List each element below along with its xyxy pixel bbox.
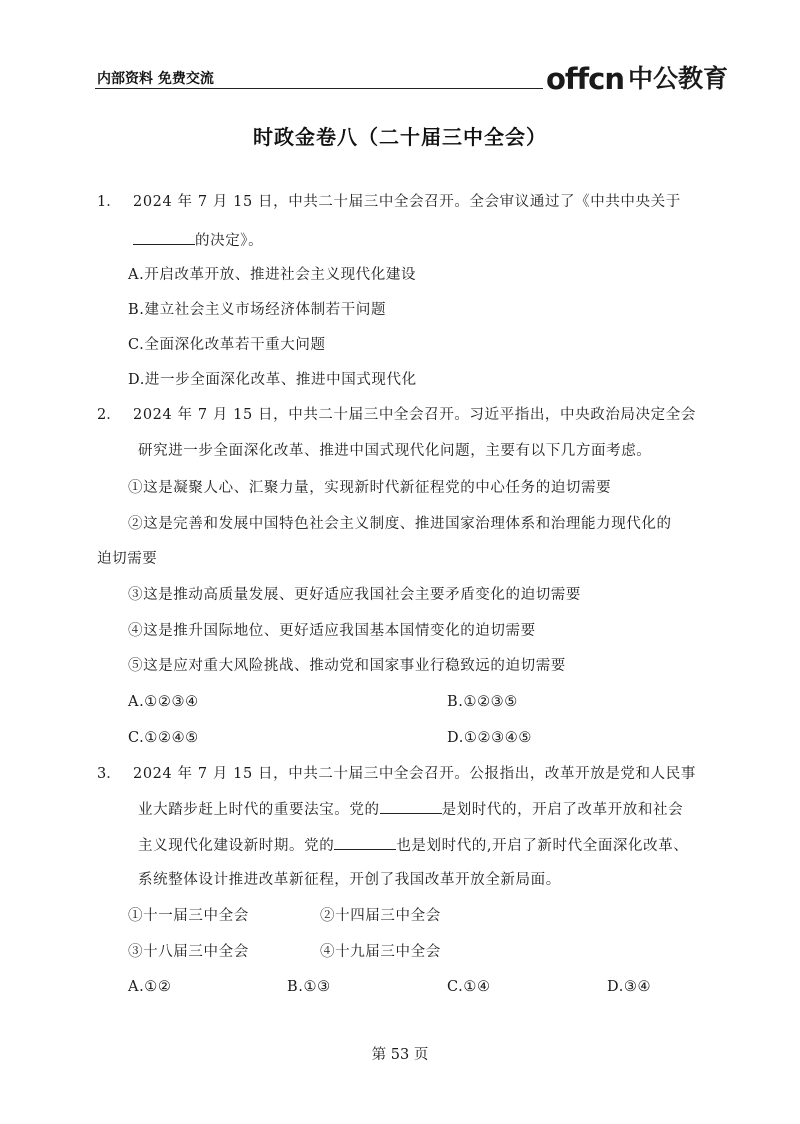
q2-option-d: D.①②③④⑤: [447, 730, 532, 746]
q2-option-c: C.①②④⑤: [128, 730, 199, 746]
q1-option-a: A.开启改革开放、推进社会主义现代化建设: [128, 267, 417, 283]
q3-option-b: B.①③: [287, 979, 331, 995]
q1-option-b: B.建立社会主义市场经济体制若干问题: [128, 302, 387, 318]
q2-option-a: A.①②③④: [128, 694, 199, 710]
q1-option-d: D.进一步全面深化改革、推进中国式现代化: [128, 372, 417, 388]
fill-blank: [380, 799, 442, 814]
q3-item-3: ③十八届三中全会: [128, 944, 249, 960]
question-3-line2: [138, 799, 683, 820]
q2-item-2-cont: 迫切需要: [97, 551, 158, 567]
q3-item-4: ④十九届三中全会: [320, 944, 441, 960]
q3-item-1: ①十一届三中全会: [128, 908, 249, 924]
q3-option-d: D.③④: [607, 979, 652, 995]
question-3-line2-a: 业大踏步赶上时代的重要法宝。党的: [138, 802, 380, 818]
fill-blank: [133, 230, 195, 245]
q2-item-3: ③这是推动高质量发展、更好适应我国社会主要矛盾变化的迫切需要: [128, 587, 581, 603]
question-1-line2: [133, 230, 263, 251]
question-1-line2-suffix: 的决定》。: [195, 233, 264, 249]
question-3-line3: [138, 835, 688, 856]
page-number: 第 53 页: [371, 1047, 429, 1063]
logo-latin-text: offcn: [546, 62, 624, 96]
q2-item-1: ①这是凝聚人心、汇聚力量，实现新时代新征程党的中心任务的迫切需要: [128, 480, 612, 496]
offcn-logo: [546, 58, 728, 94]
q1-option-c: C.全面深化改革若干重大问题: [128, 337, 326, 353]
question-3-line3-b: 也是划时代的,开启了新时代全面深化改革、: [396, 838, 689, 854]
question-2-line1: 2024 年 7 月 15 日，中共二十届三中全会召开。习近平指出，中央政治局决定全会: [133, 407, 696, 423]
fill-blank: [334, 835, 396, 850]
logo-chinese-text: 中公教育: [628, 64, 729, 93]
page-title: 时政金卷八（二十届三中全会）: [253, 125, 547, 149]
question-1-number: 1．: [97, 194, 121, 210]
question-2-line2: 研究进一步全面深化改革、推进中国式现代化问题，主要有以下几方面考虑。: [138, 443, 652, 459]
q2-option-b: B.①②③⑤: [447, 694, 518, 710]
question-3-line3-a: 主义现代化建设新时期。党的: [138, 838, 335, 854]
header-rule: [95, 88, 543, 89]
q3-option-a: A.①②: [128, 979, 172, 995]
q2-item-2: ②这是完善和发展中国特色社会主义制度、推进国家治理体系和治理能力现代化的: [128, 516, 672, 532]
header-left-text: 内部资料 免费交流: [97, 71, 214, 87]
question-2-number: 2．: [97, 407, 121, 423]
question-3-number: 3．: [97, 766, 121, 782]
q2-item-4: ④这是推升国际地位、更好适应我国基本国情变化的迫切需要: [128, 623, 536, 639]
question-3-line1: 2024 年 7 月 15 日，中共二十届三中全会召开。公报指出，改革开放是党和人民事: [133, 766, 696, 782]
q2-item-5: ⑤这是应对重大风险挑战、推动党和国家事业行稳致远的迫切需要: [128, 658, 566, 674]
q3-item-2: ②十四届三中全会: [320, 908, 441, 924]
question-3-line4: 系统整体设计推进改革新征程，开创了我国改革开放全新局面。: [138, 872, 561, 888]
question-3-line2-b: 是划时代的，开启了改革开放和社会: [441, 802, 684, 818]
q3-option-c: C.①④: [447, 979, 491, 995]
question-1-line1: 2024 年 7 月 15 日，中共二十届三中全会召开。全会审议通过了《中共中央关于: [133, 194, 681, 210]
